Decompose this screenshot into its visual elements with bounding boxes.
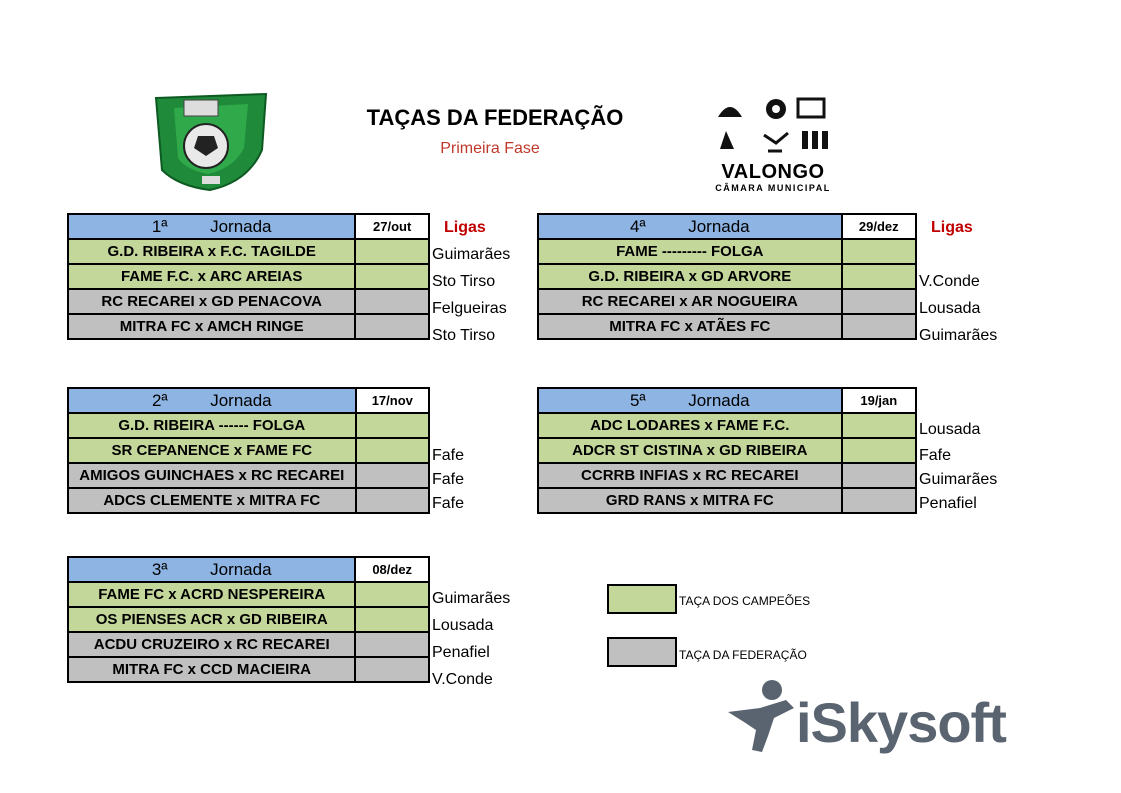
jornada-4-table bbox=[537, 213, 917, 340]
valongo-sub: CÂMARA MUNICIPAL bbox=[715, 183, 831, 193]
venue: Fafe bbox=[919, 447, 952, 464]
venue: Lousada bbox=[432, 617, 494, 634]
venue: Guimarães bbox=[432, 246, 511, 263]
match-cell: RC RECAREI x GD PENACOVA bbox=[68, 289, 355, 314]
valongo-name: VALONGO bbox=[721, 161, 825, 183]
venue: Sto Tirso bbox=[432, 327, 496, 344]
match-cell: GRD RANS x MITRA FC bbox=[538, 488, 842, 513]
jornada-date: 19/jan bbox=[842, 388, 916, 413]
match-cell: RC RECAREI x AR NOGUEIRA bbox=[538, 289, 842, 314]
match-cell: MITRA FC x CCD MACIEIRA bbox=[68, 657, 355, 682]
match-cell: OS PIENSES ACR x GD RIBEIRA bbox=[68, 607, 355, 632]
venue: V.Conde bbox=[919, 273, 980, 290]
jornada-header: 5ª Jornada bbox=[538, 388, 842, 413]
venue: V.Conde bbox=[432, 671, 493, 688]
legend-swatch-campeoes bbox=[607, 584, 677, 614]
jornada-header: 4ª Jornada bbox=[538, 214, 842, 239]
jornada-header: 2ª Jornada bbox=[68, 388, 356, 413]
match-cell: FAME --------- FOLGA bbox=[538, 239, 842, 264]
match-cell: FAME F.C. x ARC AREIAS bbox=[68, 264, 355, 289]
jornada-3-table bbox=[67, 556, 430, 683]
legend-label-federacao: TAÇA DA FEDERAÇÃO bbox=[679, 648, 807, 662]
jornada-date: 17/nov bbox=[356, 388, 429, 413]
ligas-label-left: Ligas bbox=[444, 219, 486, 236]
venue: Guimarães bbox=[432, 590, 511, 607]
jornada-header: 3ª Jornada bbox=[68, 557, 355, 582]
jornada-1-table bbox=[67, 213, 430, 340]
jornada-2-table bbox=[67, 387, 430, 514]
match-cell: AMIGOS GUINCHAES x RC RECAREI bbox=[68, 463, 356, 488]
jornada-date: 27/out bbox=[355, 214, 429, 239]
venue: Penafiel bbox=[432, 644, 490, 661]
match-cell: MITRA FC x ATÃES FC bbox=[538, 314, 842, 339]
jornada-date: 29/dez bbox=[842, 214, 916, 239]
watermark-text: iSkysoft bbox=[796, 691, 1006, 754]
match-cell: ADCR ST CISTINA x GD RIBEIRA bbox=[538, 438, 842, 463]
venue: Felgueiras bbox=[432, 300, 507, 317]
match-cell: ADCS CLEMENTE x MITRA FC bbox=[68, 488, 356, 513]
match-cell: SR CEPANENCE x FAME FC bbox=[68, 438, 356, 463]
match-cell: MITRA FC x AMCH RINGE bbox=[68, 314, 355, 339]
jornada-date: 08/dez bbox=[355, 557, 429, 582]
match-cell: FAME FC x ACRD NESPEREIRA bbox=[68, 582, 355, 607]
venue: Fafe bbox=[432, 447, 465, 464]
jornada-header: 1ª Jornada bbox=[68, 214, 355, 239]
page-title: TAÇAS DA FEDERAÇÃO bbox=[366, 105, 624, 130]
venue: Fafe bbox=[432, 495, 465, 512]
iskysoft-watermark bbox=[724, 678, 1054, 758]
venue: Lousada bbox=[919, 421, 981, 438]
match-cell: G.D. RIBEIRA ------ FOLGA bbox=[68, 413, 356, 438]
venue: Fafe bbox=[432, 471, 465, 488]
venue: Guimarães bbox=[919, 327, 998, 344]
jornada-5-table bbox=[537, 387, 917, 514]
league-badge-logo bbox=[148, 90, 272, 192]
venue: Guimarães bbox=[919, 471, 998, 488]
venue: Lousada bbox=[919, 300, 981, 317]
page-subtitle: Primeira Fase bbox=[440, 140, 540, 157]
venue: Penafiel bbox=[919, 495, 977, 512]
match-cell: ACDU CRUZEIRO x RC RECAREI bbox=[68, 632, 355, 657]
match-cell: ADC LODARES x FAME F.C. bbox=[538, 413, 842, 438]
iskysoft-person-icon bbox=[724, 678, 804, 758]
match-cell: G.D. RIBEIRA x F.C. TAGILDE bbox=[68, 239, 355, 264]
venue: Sto Tirso bbox=[432, 273, 496, 290]
ligas-label-right: Ligas bbox=[931, 219, 973, 236]
legend-swatch-federacao bbox=[607, 637, 677, 667]
valongo-logo bbox=[712, 95, 834, 195]
match-cell: G.D. RIBEIRA x GD ARVORE bbox=[538, 264, 842, 289]
match-cell: CCRRB INFIAS x RC RECAREI bbox=[538, 463, 842, 488]
legend-label-campeoes: TAÇA DOS CAMPEÕES bbox=[679, 594, 811, 608]
